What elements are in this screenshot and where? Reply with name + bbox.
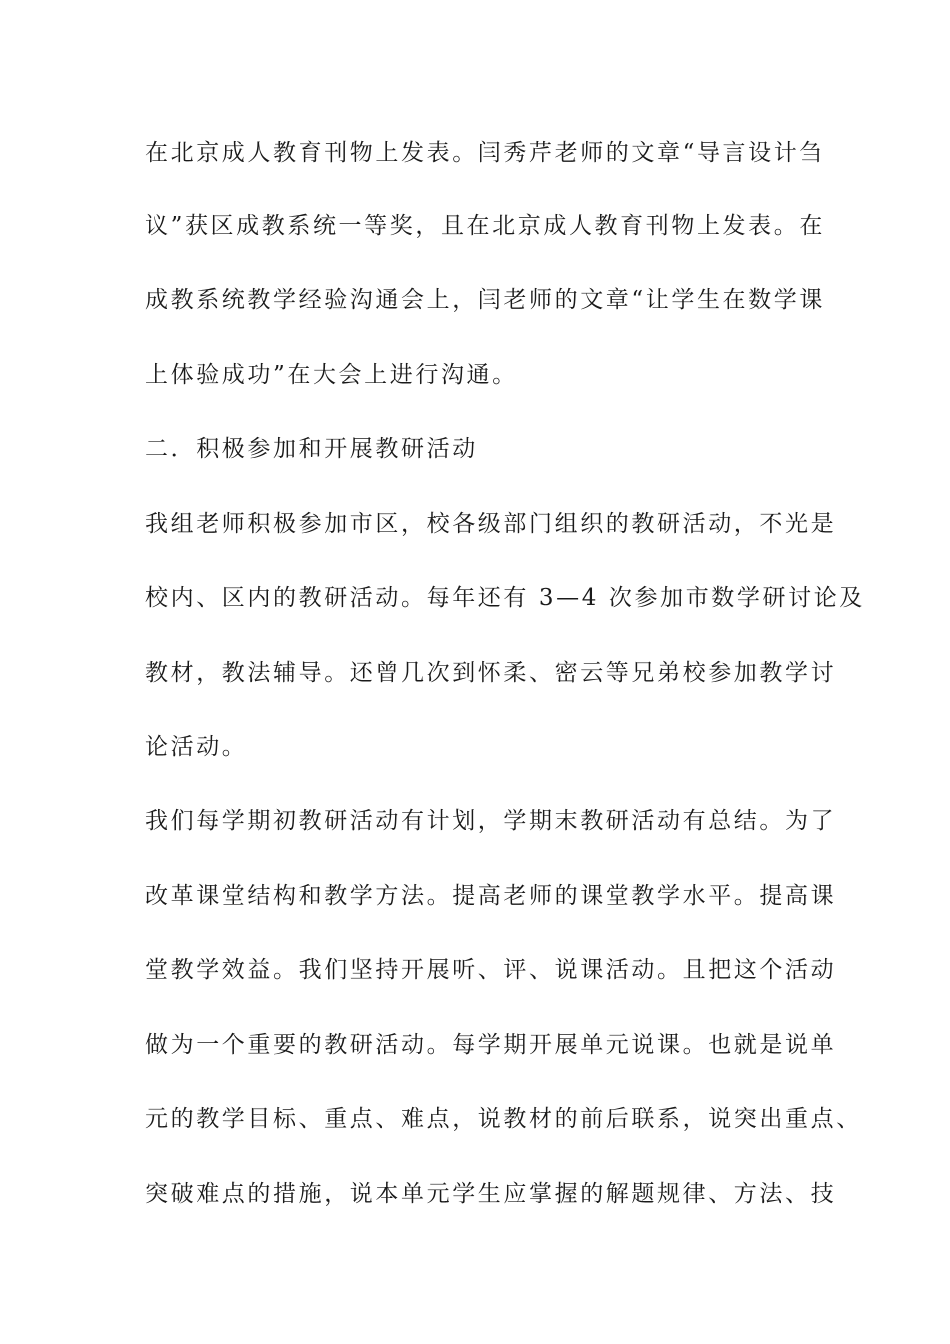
text-line: 上体验成功”在大会上进行沟通。 bbox=[145, 362, 518, 388]
text-line: 在北京成人教育刊物上发表。闫秀芹老师的文章“导言设计刍 bbox=[145, 140, 825, 166]
text-line: 校内、区内的教研活动。每年还有 3—4 次参加市数学研讨论及 bbox=[145, 585, 865, 611]
text-line: 我组老师积极参加市区，校各级部门组织的教研活动，不光是 bbox=[145, 511, 837, 537]
text-line: 论活动。 bbox=[145, 734, 248, 760]
text-line: 我们每学期初教研活动有计划，学期末教研活动有总结。为了 bbox=[145, 808, 837, 834]
text-line: 改革课堂结构和教学方法。提高老师的课堂教学水平。提高课 bbox=[145, 883, 837, 909]
text-line: 做为一个重要的教研活动。每学期开展单元说课。也就是说单 bbox=[145, 1032, 837, 1058]
text-line: 教材，教法辅导。还曾几次到怀柔、密云等兄弟校参加教学讨 bbox=[145, 660, 837, 686]
text-line: 成教系统教学经验沟通会上，闫老师的文章“让学生在数学课 bbox=[145, 287, 825, 313]
text-line: 堂教学效益。我们坚持开展听、评、说课活动。且把这个活动 bbox=[145, 957, 837, 983]
text-line: 元的教学目标、重点、难点，说教材的前后联系，说突出重点、 bbox=[145, 1106, 862, 1132]
text-line: 议”获区成教系统一等奖，且在北京成人教育刊物上发表。在 bbox=[145, 213, 825, 239]
text-line: 突破难点的措施，说本单元学生应掌握的解题规律、方法、技 bbox=[145, 1181, 837, 1207]
section-heading: 二．积极参加和开展教研活动 bbox=[145, 436, 478, 462]
